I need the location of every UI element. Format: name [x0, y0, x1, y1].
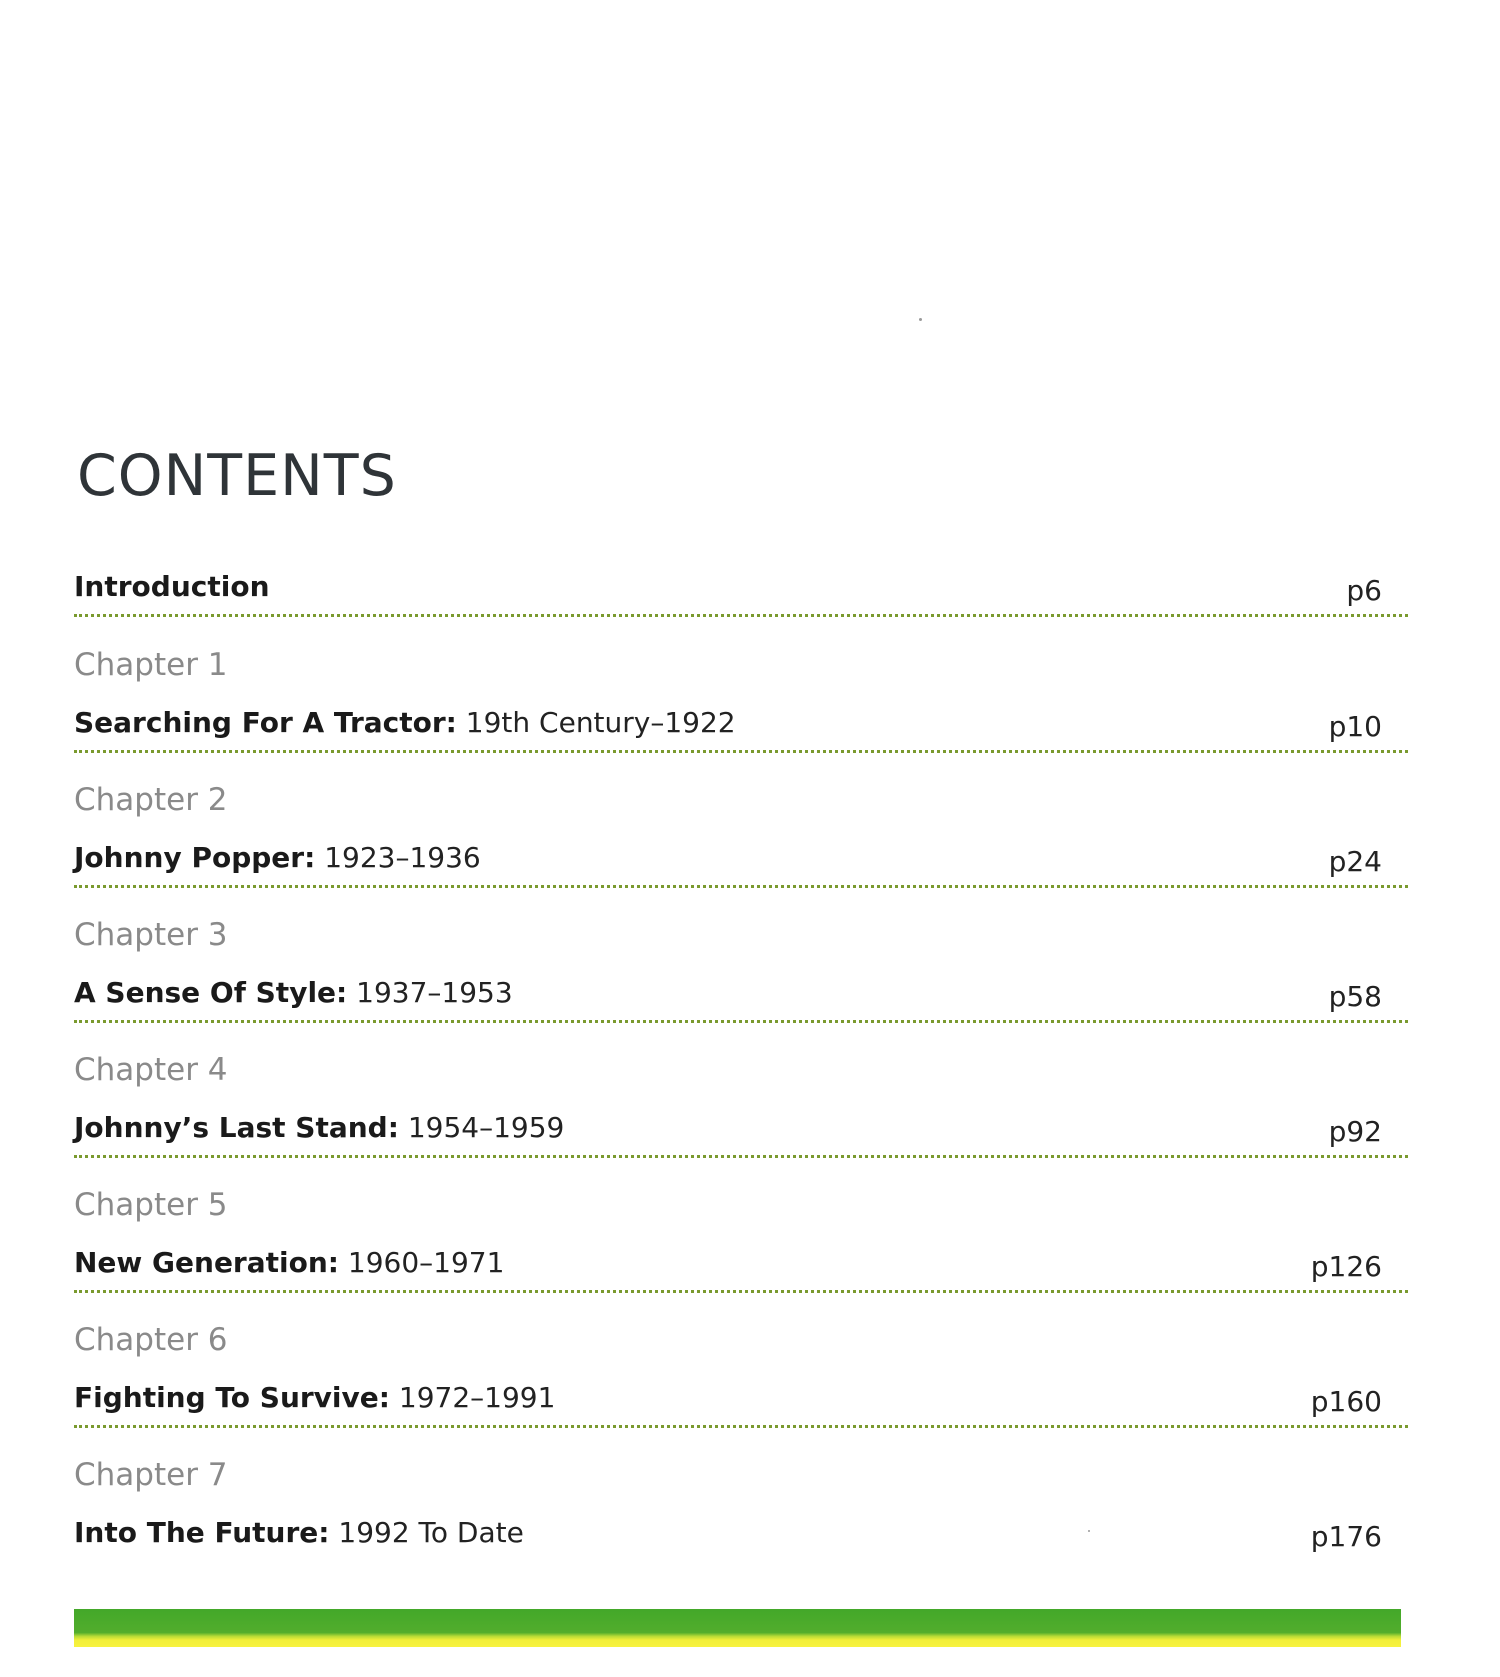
toc-entry-text	[74, 1113, 564, 1144]
toc-entry-title: Johnny Popper:	[74, 841, 316, 874]
chapter-label: Chapter 1	[74, 647, 228, 683]
chapter-label: Chapter 5	[74, 1187, 228, 1223]
toc-entry-dates: 1992 To Date	[338, 1516, 524, 1549]
toc-entry-text	[74, 843, 481, 874]
toc-entry-title: Johnny’s Last Stand:	[74, 1111, 399, 1144]
chapter-label: Chapter 2	[74, 782, 228, 818]
toc-page-number: p10	[1328, 710, 1382, 743]
scan-speck	[919, 318, 922, 321]
toc-entry-dates: 1923–1936	[324, 841, 481, 874]
toc-entry-title: New Generation:	[74, 1246, 339, 1279]
footer-color-band	[74, 1609, 1401, 1647]
toc-entry-dates: 1972–1991	[398, 1381, 556, 1414]
toc-entry-text	[74, 1383, 555, 1414]
toc-page-number: p160	[1310, 1385, 1382, 1418]
toc-entry-text	[74, 572, 270, 603]
page-title: CONTENTS	[77, 443, 397, 509]
toc-entry-text	[74, 708, 736, 739]
toc-entry-line	[74, 976, 1408, 1023]
toc-page-number: p24	[1328, 845, 1382, 878]
toc-page-number: p92	[1328, 1115, 1382, 1148]
toc-entry-title: Introduction	[74, 570, 270, 603]
toc-page-number: p58	[1328, 980, 1382, 1013]
toc-entry-text	[74, 1518, 524, 1549]
toc-entry-text	[74, 1248, 504, 1279]
toc-page-number: p176	[1310, 1520, 1382, 1553]
toc-entry-line	[74, 1246, 1408, 1293]
toc-entry-dates: 1954–1959	[407, 1111, 565, 1144]
toc-entry-title: Into The Future:	[74, 1516, 330, 1549]
toc-entry-dates: 19th Century–1922	[465, 706, 736, 739]
toc-entry-line	[74, 1111, 1408, 1158]
toc-entry-text	[74, 978, 513, 1009]
toc-entry-line	[74, 841, 1408, 888]
toc-entry-title: Searching For A Tractor:	[74, 706, 457, 739]
chapter-label: Chapter 3	[74, 917, 228, 953]
chapter-label: Chapter 7	[74, 1457, 228, 1493]
toc-entry-line	[74, 570, 1408, 617]
toc-entry-dates: 1960–1971	[347, 1246, 505, 1279]
toc-page-number: p6	[1346, 574, 1382, 607]
toc-entry-dates: 1937–1953	[356, 976, 513, 1009]
scan-speck	[1088, 1530, 1090, 1532]
toc-entry-line	[74, 1381, 1408, 1428]
toc-entry-title: Fighting To Survive:	[74, 1381, 390, 1414]
toc-entry-line	[74, 1516, 1408, 1560]
toc-entry-title: A Sense Of Style:	[74, 976, 348, 1009]
toc-page-number: p126	[1310, 1250, 1382, 1283]
toc-entry-line	[74, 706, 1408, 753]
chapter-label: Chapter 4	[74, 1052, 228, 1088]
chapter-label: Chapter 6	[74, 1322, 228, 1358]
